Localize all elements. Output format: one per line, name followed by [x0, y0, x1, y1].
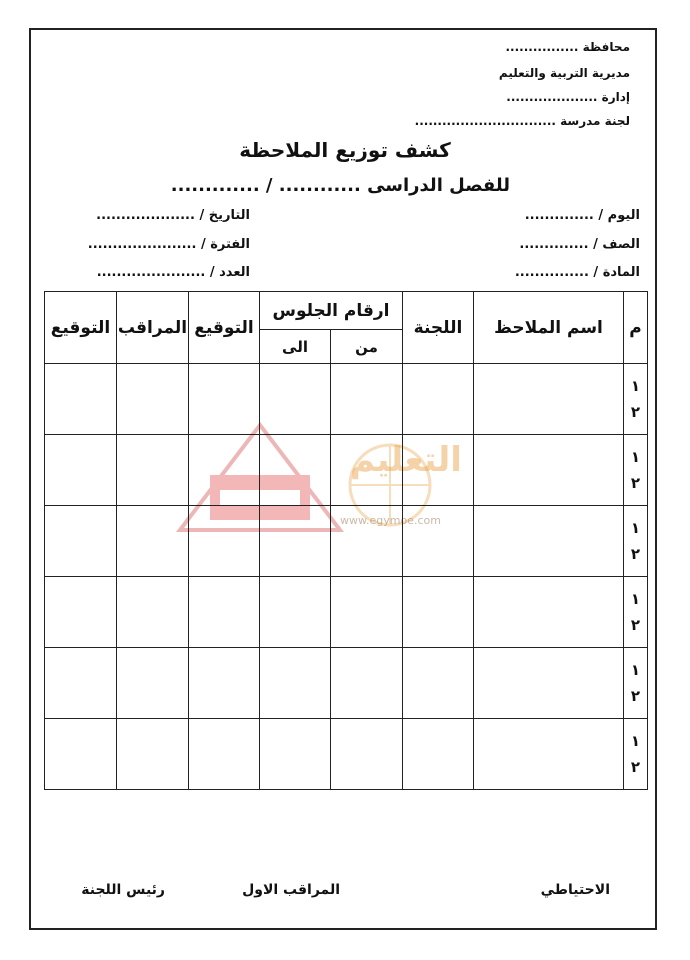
observer-name-cell[interactable]	[474, 364, 624, 435]
supervisor-cell[interactable]	[117, 435, 189, 506]
signature-cell[interactable]	[45, 719, 117, 790]
directorate-label: مديرية التربية والتعليم	[498, 66, 630, 80]
row-number-cell	[624, 577, 648, 648]
seat-to-cell[interactable]	[260, 577, 331, 648]
watermark-url: www.egymoe.com	[340, 514, 441, 527]
row-number-cell	[624, 506, 648, 577]
committee-cell[interactable]	[403, 577, 474, 648]
observer-name-cell[interactable]	[474, 648, 624, 719]
col-m: م	[624, 292, 648, 364]
signature-cell[interactable]	[45, 506, 117, 577]
administration-field: إدارة ....................	[506, 90, 630, 104]
seat-from-cell[interactable]	[331, 364, 403, 435]
table-row	[45, 719, 648, 790]
row-number-1: ١	[630, 377, 641, 395]
row-number-2: ٢	[630, 474, 641, 492]
committee-cell[interactable]	[403, 648, 474, 719]
supervisor-cell[interactable]	[117, 506, 189, 577]
reserve-label: الاحتياطي	[540, 882, 610, 898]
signature-cell[interactable]	[45, 364, 117, 435]
seat-from-cell[interactable]	[331, 648, 403, 719]
col-signature-2: التوقيع	[45, 292, 117, 364]
seat-to-cell[interactable]	[260, 719, 331, 790]
observer-name-cell[interactable]	[474, 577, 624, 648]
signature-cell[interactable]	[189, 364, 260, 435]
col-signature-1: التوقيع	[189, 292, 260, 364]
governorate-field: محافظة ................	[505, 40, 630, 54]
row-number-1: ١	[630, 448, 641, 466]
row-number-2: ٢	[630, 545, 641, 563]
first-supervisor-label: المراقب الاول	[242, 882, 340, 898]
row-number-2: ٢	[630, 403, 641, 421]
observer-name-cell[interactable]	[474, 719, 624, 790]
committee-head-label: رئيس اللجنة	[81, 882, 165, 898]
table-row	[45, 648, 648, 719]
page-title: كشف توزيع الملاحظة	[239, 138, 451, 162]
committee-cell[interactable]	[403, 364, 474, 435]
col-from: من	[331, 330, 403, 364]
day-field: اليوم / ..............	[524, 208, 640, 223]
seat-from-cell[interactable]	[331, 435, 403, 506]
committee-cell[interactable]	[403, 435, 474, 506]
committee-cell[interactable]	[403, 719, 474, 790]
period-field: الفترة / ......................	[87, 237, 250, 252]
seat-to-cell[interactable]	[260, 364, 331, 435]
signature-cell[interactable]	[189, 506, 260, 577]
supervisor-cell[interactable]	[117, 577, 189, 648]
term-line: للفصل الدراسى ............ / .............	[170, 175, 510, 196]
col-supervisor: المراقب	[117, 292, 189, 364]
signature-cell[interactable]	[189, 577, 260, 648]
signature-cell[interactable]	[189, 648, 260, 719]
class-field: الصف / ..............	[519, 237, 640, 252]
signature-cell[interactable]	[45, 648, 117, 719]
row-number-1: ١	[630, 519, 641, 537]
col-seat-numbers: ارقام الجلوس	[260, 292, 403, 330]
subject-field: المادة / ...............	[514, 265, 640, 280]
committee-field: لجنة مدرسة ...............................	[414, 114, 630, 128]
table-row	[45, 364, 648, 435]
count-field: العدد / ......................	[96, 265, 250, 280]
seat-from-cell[interactable]	[331, 506, 403, 577]
col-to: الى	[260, 330, 331, 364]
seat-to-cell[interactable]	[260, 648, 331, 719]
seat-to-cell[interactable]	[260, 435, 331, 506]
table-row	[45, 577, 648, 648]
seat-from-cell[interactable]	[331, 577, 403, 648]
col-observer-name: اسم الملاحظ	[474, 292, 624, 364]
date-field: التاريخ / ....................	[96, 208, 250, 223]
table-row	[45, 506, 648, 577]
supervisor-cell[interactable]	[117, 364, 189, 435]
supervisor-cell[interactable]	[117, 648, 189, 719]
row-number-2: ٢	[630, 758, 641, 776]
table-row	[45, 435, 648, 506]
header-row	[45, 292, 648, 330]
observer-name-cell[interactable]	[474, 435, 624, 506]
observer-name-cell[interactable]	[474, 506, 624, 577]
row-number-1: ١	[630, 590, 641, 608]
committee-cell[interactable]	[403, 506, 474, 577]
row-number-cell	[624, 364, 648, 435]
row-number-1: ١	[630, 661, 641, 679]
seat-to-cell[interactable]	[260, 506, 331, 577]
row-number-cell	[624, 719, 648, 790]
distribution-table	[44, 291, 648, 790]
row-number-2: ٢	[630, 687, 641, 705]
col-committee: اللجنة	[403, 292, 474, 364]
signature-cell[interactable]	[45, 577, 117, 648]
signature-cell[interactable]	[45, 435, 117, 506]
row-number-2: ٢	[630, 616, 641, 634]
row-number-cell	[624, 648, 648, 719]
signature-cell[interactable]	[189, 719, 260, 790]
watermark-text: التعليم	[350, 440, 462, 480]
seat-from-cell[interactable]	[331, 719, 403, 790]
supervisor-cell[interactable]	[117, 719, 189, 790]
row-number-cell	[624, 435, 648, 506]
row-number-1: ١	[630, 732, 641, 750]
signature-cell[interactable]	[189, 435, 260, 506]
